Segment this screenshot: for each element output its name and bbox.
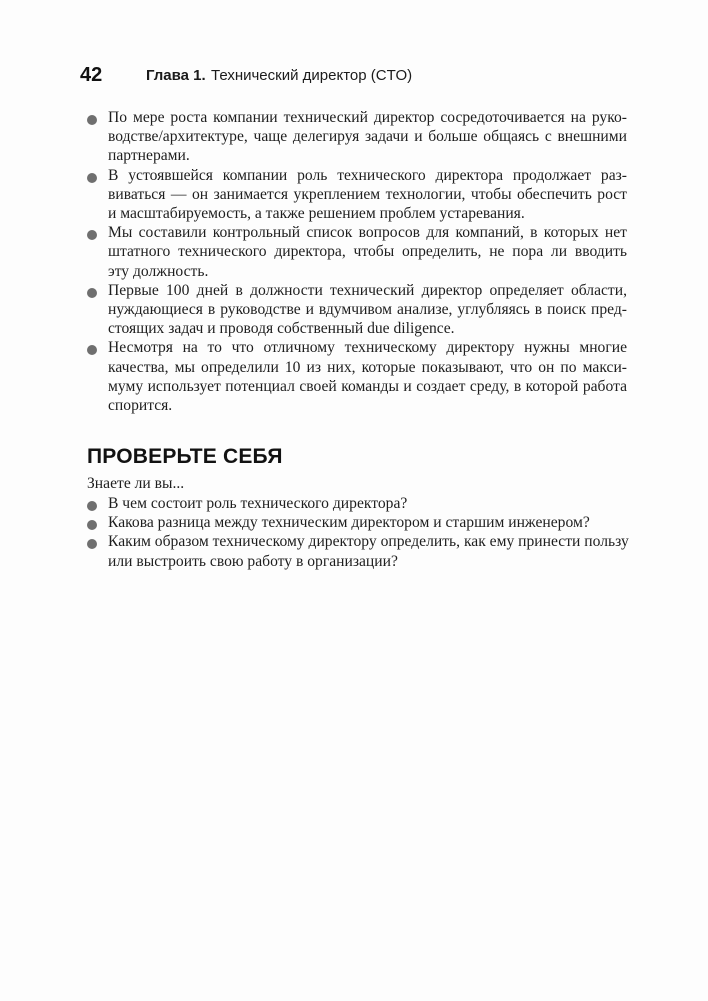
running-head — [80, 63, 640, 89]
text-line: Каким образом техническому директору определить, как ему принести пользу — [108, 533, 629, 551]
text-line: стоящих задач и проводя собственный due diligence. — [108, 320, 455, 338]
summary-item — [87, 108, 627, 166]
bullet-icon — [87, 230, 97, 240]
bullet-icon — [87, 501, 97, 511]
text-line: нуждающиеся в руководстве и вдумчивом анализе, углубляясь в поиск пред- — [108, 301, 627, 319]
text-line: или выстроить свою работу в организации? — [108, 552, 398, 570]
bullet-icon — [87, 288, 97, 298]
summary-item — [87, 166, 627, 224]
bullet-icon — [87, 173, 97, 183]
bullet-icon — [87, 345, 97, 355]
section-heading: ПРОВЕРЬТЕ СЕБЯ — [87, 445, 283, 468]
summary-item — [87, 338, 627, 415]
summary-item — [87, 281, 627, 339]
text-line: качества, мы определили 10 из них, которые показывают, что он по макси- — [108, 358, 627, 376]
question-list — [87, 494, 627, 571]
bullet-icon — [87, 520, 97, 530]
text-line: По мере роста компании технический директор сосредоточивается на руко- — [108, 109, 627, 126]
text-line: виваться — он занимается укреплением технологии, чтобы обеспечить рост — [108, 185, 627, 203]
text-line: В устоявшейся компании роль технического директора продолжает раз- — [108, 166, 627, 184]
question-item — [87, 513, 627, 532]
text-line: муму использует потенциал своей команды и создает среду, в которой работа — [108, 377, 627, 395]
summary-list — [87, 108, 627, 415]
question-item — [87, 532, 627, 570]
text-line: и масштабируемость, а также решением проблем устаревания. — [108, 205, 525, 223]
text-line: штатного технического директора, чтобы определить, не пора ли вводить — [108, 243, 627, 261]
text-line: спорится. — [108, 397, 173, 415]
text-line: Мы составили контрольный список вопросов для компаний, в которых нет — [108, 224, 627, 242]
text-line: партнерами. — [108, 147, 190, 165]
text-line: Первые 100 дней в должности технический директор определяет области, — [108, 281, 627, 299]
chapter-label: Глава 1. — [146, 67, 206, 84]
summary-item — [87, 223, 627, 281]
text-line: В чем состоит роль технического директора? — [108, 495, 408, 512]
bullet-icon — [87, 539, 97, 549]
question-item — [87, 494, 627, 513]
text-line: Какова разница между техническим директором и старшим инженером? — [108, 514, 590, 532]
page-number: 42 — [80, 64, 103, 86]
chapter-title: Технический директор (CTO) — [211, 67, 413, 84]
text-line: эту должность. — [108, 262, 209, 280]
section-intro: Знаете ли вы... — [87, 475, 185, 492]
bullet-icon — [87, 115, 97, 125]
text-line: водстве/архитектуре, чаще делегируя задачи и больше общаясь с внешними — [108, 128, 627, 146]
text-line: Несмотря на то что отличному техническому директору нужны многие — [108, 339, 627, 357]
